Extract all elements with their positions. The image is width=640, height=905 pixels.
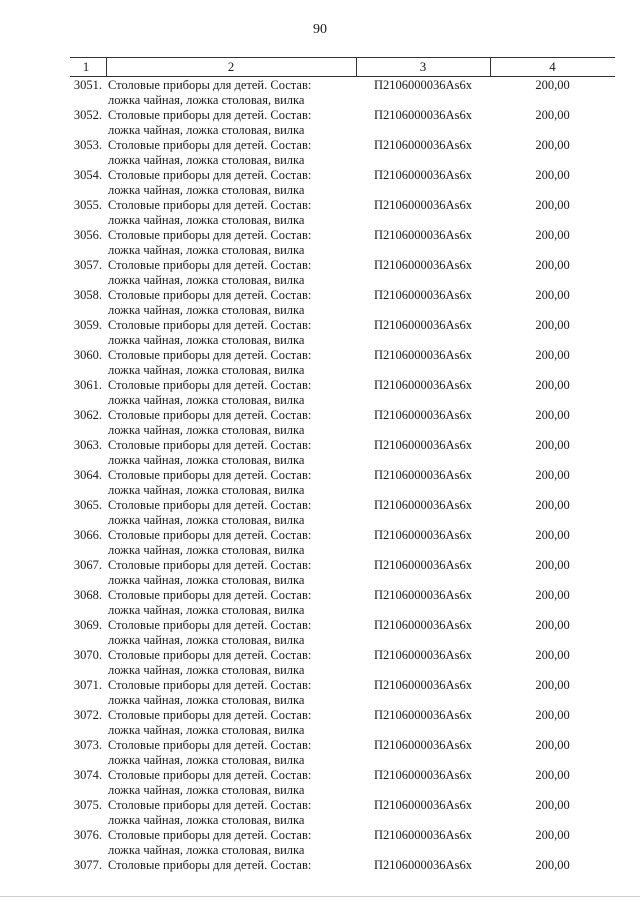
row-code: П2106000036Аs6x [374, 618, 472, 632]
row-number: 3052. [73, 108, 102, 122]
table-row [70, 107, 615, 137]
row-name-line: ложка чайная, ложка столовая, вилка [108, 573, 305, 587]
page-bottom-divider [0, 896, 640, 897]
row-name-line: ложка чайная, ложка столовая, вилка [108, 813, 305, 827]
row-number: 3053. [73, 138, 102, 152]
table-row [70, 227, 615, 257]
row-price: 200,00 [535, 618, 570, 632]
row-number: 3070. [73, 648, 102, 662]
row-name [108, 288, 348, 318]
row-name-line: Столовые приборы для детей. Состав: [108, 318, 312, 332]
row-number: 3061. [73, 378, 102, 392]
row-name [108, 438, 348, 468]
row-number: 3060. [73, 348, 102, 362]
row-name-line: Столовые приборы для детей. Состав: [108, 168, 312, 182]
row-code: П2106000036Аs6x [374, 378, 472, 392]
row-code: П2106000036Аs6x [374, 438, 472, 452]
table-row [70, 137, 615, 167]
row-price: 200,00 [535, 78, 570, 92]
row-code: П2106000036Аs6x [374, 528, 472, 542]
row-name-line: Столовые приборы для детей. Состав: [108, 108, 312, 122]
row-code: П2106000036Аs6x [374, 258, 472, 272]
row-code: П2106000036Аs6x [374, 798, 472, 812]
row-name-line: ложка чайная, ложка столовая, вилка [108, 123, 305, 137]
row-name [108, 348, 348, 378]
header-col-4: 4 [549, 59, 556, 74]
header-col-2: 2 [227, 59, 235, 74]
row-code: П2106000036Аs6x [374, 588, 472, 602]
row-name [108, 558, 348, 588]
row-number: 3072. [73, 708, 102, 722]
table-row [70, 767, 615, 797]
row-price: 200,00 [535, 108, 570, 122]
row-name-line: ложка чайная, ложка столовая, вилка [108, 453, 305, 467]
row-name-line: Столовые приборы для детей. Состав: [108, 78, 312, 92]
row-code: П2106000036Аs6x [374, 198, 472, 212]
row-name [108, 318, 348, 348]
table-row [70, 707, 615, 737]
row-name-line: ложка чайная, ложка столовая, вилка [108, 333, 305, 347]
table-row [70, 647, 615, 677]
row-name-line: Столовые приборы для детей. Состав: [108, 408, 312, 422]
row-price: 200,00 [535, 258, 570, 272]
table-row [70, 377, 615, 407]
table-body [70, 77, 615, 877]
row-name-line: ложка чайная, ложка столовая, вилка [108, 753, 305, 767]
row-name [108, 798, 348, 828]
row-price: 200,00 [535, 438, 570, 452]
row-price: 200,00 [535, 348, 570, 362]
row-code: П2106000036Аs6x [374, 348, 472, 362]
row-name-line: Столовые приборы для детей. Состав: [108, 438, 312, 452]
table-row [70, 197, 615, 227]
row-name-line: ложка чайная, ложка столовая, вилка [108, 273, 305, 287]
table-row [70, 827, 615, 857]
row-code: П2106000036Аs6x [374, 318, 472, 332]
row-number: 3075. [73, 798, 102, 812]
row-name-line: Столовые приборы для детей. Состав: [108, 558, 312, 572]
row-price: 200,00 [535, 708, 570, 722]
row-code: П2106000036Аs6x [374, 168, 472, 182]
row-number: 3071. [73, 678, 102, 692]
row-price: 200,00 [535, 138, 570, 152]
row-name-line: ложка чайная, ложка столовая, вилка [108, 423, 305, 437]
table-row [70, 737, 615, 767]
row-price: 200,00 [535, 288, 570, 302]
row-price: 200,00 [535, 318, 570, 332]
row-price: 200,00 [535, 228, 570, 242]
row-number: 3065. [73, 498, 102, 512]
row-number: 3077. [73, 858, 102, 872]
row-name [108, 378, 348, 408]
row-name-line: Столовые приборы для детей. Состав: [108, 468, 312, 482]
row-number: 3058. [73, 288, 102, 302]
row-name [108, 768, 348, 798]
row-number: 3069. [73, 618, 102, 632]
row-name [108, 228, 348, 258]
row-name-line: ложка чайная, ложка столовая, вилка [108, 393, 305, 407]
row-price: 200,00 [535, 768, 570, 782]
items-table [70, 57, 615, 877]
row-number: 3068. [73, 588, 102, 602]
row-name [108, 198, 348, 228]
row-name-line: ложка чайная, ложка столовая, вилка [108, 363, 305, 377]
row-name [108, 828, 348, 858]
row-name-line: ложка чайная, ложка столовая, вилка [108, 603, 305, 617]
row-name [108, 468, 348, 498]
table-row [70, 347, 615, 377]
row-number: 3055. [73, 198, 102, 212]
row-price: 200,00 [535, 408, 570, 422]
row-name-line: ложка чайная, ложка столовая, вилка [108, 183, 305, 197]
row-price: 200,00 [535, 558, 570, 572]
table-row [70, 677, 615, 707]
row-name-line: ложка чайная, ложка столовая, вилка [108, 153, 305, 167]
row-code: П2106000036Аs6x [374, 678, 472, 692]
page-number: 90 [313, 22, 327, 37]
row-code: П2106000036Аs6x [374, 738, 472, 752]
row-name [108, 408, 348, 438]
header-col-1: 1 [82, 59, 90, 74]
row-name [108, 738, 348, 768]
row-price: 200,00 [535, 798, 570, 812]
row-code: П2106000036Аs6x [374, 468, 472, 482]
row-number: 3066. [73, 528, 102, 542]
row-code: П2106000036Аs6x [374, 828, 472, 842]
row-number: 3073. [73, 738, 102, 752]
row-name-line: Столовые приборы для детей. Состав: [108, 378, 312, 392]
row-price: 200,00 [535, 198, 570, 212]
row-price: 200,00 [535, 378, 570, 392]
row-number: 3074. [73, 768, 102, 782]
row-name-line: ложка чайная, ложка столовая, вилка [108, 693, 305, 707]
row-code: П2106000036Аs6x [374, 768, 472, 782]
row-price: 200,00 [535, 828, 570, 842]
row-price: 200,00 [535, 678, 570, 692]
row-name [108, 648, 348, 678]
row-name-line: ложка чайная, ложка столовая, вилка [108, 303, 305, 317]
row-number: 3056. [73, 228, 102, 242]
row-code: П2106000036Аs6x [374, 558, 472, 572]
row-name-line: ложка чайная, ложка столовая, вилка [108, 93, 305, 107]
row-code: П2106000036Аs6x [374, 228, 472, 242]
row-price: 200,00 [535, 468, 570, 482]
row-name-line: ложка чайная, ложка столовая, вилка [108, 783, 305, 797]
table-row [70, 407, 615, 437]
row-name-line: ложка чайная, ложка столовая, вилка [108, 633, 305, 647]
row-number: 3059. [73, 318, 102, 332]
row-name-line: Столовые приборы для детей. Состав: [108, 288, 312, 302]
table-row [70, 587, 615, 617]
row-name [108, 168, 348, 198]
row-name-line: Столовые приборы для детей. Состав: [108, 828, 312, 842]
table-row [70, 77, 615, 107]
row-name-line: Столовые приборы для детей. Состав: [108, 768, 312, 782]
table-row [70, 467, 615, 497]
row-name [108, 588, 348, 618]
row-number: 3064. [73, 468, 102, 482]
row-name-line: Столовые приборы для детей. Состав: [108, 738, 312, 752]
table-row [70, 617, 615, 647]
row-name-line: Столовые приборы для детей. Состав: [108, 498, 312, 512]
row-code: П2106000036Аs6x [374, 858, 472, 872]
row-name-line: ложка чайная, ложка столовая, вилка [108, 843, 305, 857]
row-name [108, 528, 348, 558]
row-name-line: ложка чайная, ложка столовая, вилка [108, 243, 305, 257]
row-name-line: ложка чайная, ложка столовая, вилка [108, 663, 305, 677]
table-row [70, 797, 615, 827]
row-code: П2106000036Аs6x [374, 288, 472, 302]
row-name-line: Столовые приборы для детей. Состав: [108, 258, 312, 272]
row-name [108, 258, 348, 288]
row-name-line: ложка чайная, ложка столовая, вилка [108, 543, 305, 557]
row-name [108, 618, 348, 648]
row-name-line: ложка чайная, ложка столовая, вилка [108, 723, 305, 737]
row-code: П2106000036Аs6x [374, 78, 472, 92]
row-number: 3067. [73, 558, 102, 572]
row-number: 3076. [73, 828, 102, 842]
row-number: 3062. [73, 408, 102, 422]
row-code: П2106000036Аs6x [374, 648, 472, 662]
row-name-line: Столовые приборы для детей. Состав: [108, 798, 312, 812]
table-row [70, 557, 615, 587]
row-name-line: Столовые приборы для детей. Состав: [108, 648, 312, 662]
row-code: П2106000036Аs6x [374, 138, 472, 152]
row-name-line: Столовые приборы для детей. Состав: [108, 678, 312, 692]
row-number: 3051. [73, 78, 102, 92]
row-name [108, 678, 348, 708]
row-code: П2106000036Аs6x [374, 108, 472, 122]
row-name [108, 108, 348, 138]
row-code: П2106000036Аs6x [374, 498, 472, 512]
row-name-line: Столовые приборы для детей. Состав: [108, 708, 312, 722]
row-name-line: ложка чайная, ложка столовая, вилка [108, 483, 305, 497]
row-price: 200,00 [535, 588, 570, 602]
row-name [108, 708, 348, 738]
row-name-line: Столовые приборы для детей. Состав: [108, 858, 312, 872]
row-name-line: Столовые приборы для детей. Состав: [108, 618, 312, 632]
row-code: П2106000036Аs6x [374, 408, 472, 422]
row-price: 200,00 [535, 738, 570, 752]
table-row [70, 437, 615, 467]
row-price: 200,00 [535, 498, 570, 512]
row-price: 200,00 [535, 648, 570, 662]
header-col-3: 3 [419, 59, 427, 74]
row-code: П2106000036Аs6x [374, 708, 472, 722]
row-name-line: Столовые приборы для детей. Состав: [108, 228, 312, 242]
table-row [70, 257, 615, 287]
table-header [70, 57, 615, 77]
row-name-line: Столовые приборы для детей. Состав: [108, 528, 312, 542]
row-name [108, 78, 348, 108]
row-name-line: Столовые приборы для детей. Состав: [108, 588, 312, 602]
row-number: 3063. [73, 438, 102, 452]
table-row [70, 287, 615, 317]
row-name-line: Столовые приборы для детей. Состав: [108, 138, 312, 152]
row-price: 200,00 [535, 168, 570, 182]
row-name [108, 138, 348, 168]
table-row [70, 167, 615, 197]
row-name-line: Столовые приборы для детей. Состав: [108, 198, 312, 212]
row-number: 3057. [73, 258, 102, 272]
row-number: 3054. [73, 168, 102, 182]
row-name [108, 498, 348, 528]
row-name-line: Столовые приборы для детей. Состав: [108, 348, 312, 362]
row-name [108, 858, 348, 873]
row-price: 200,00 [535, 528, 570, 542]
table-row [70, 497, 615, 527]
row-name-line: ложка чайная, ложка столовая, вилка [108, 213, 305, 227]
table-row [70, 317, 615, 347]
table-row [70, 527, 615, 557]
row-price: 200,00 [535, 858, 570, 872]
row-name-line: ложка чайная, ложка столовая, вилка [108, 513, 305, 527]
table-row [70, 857, 615, 877]
